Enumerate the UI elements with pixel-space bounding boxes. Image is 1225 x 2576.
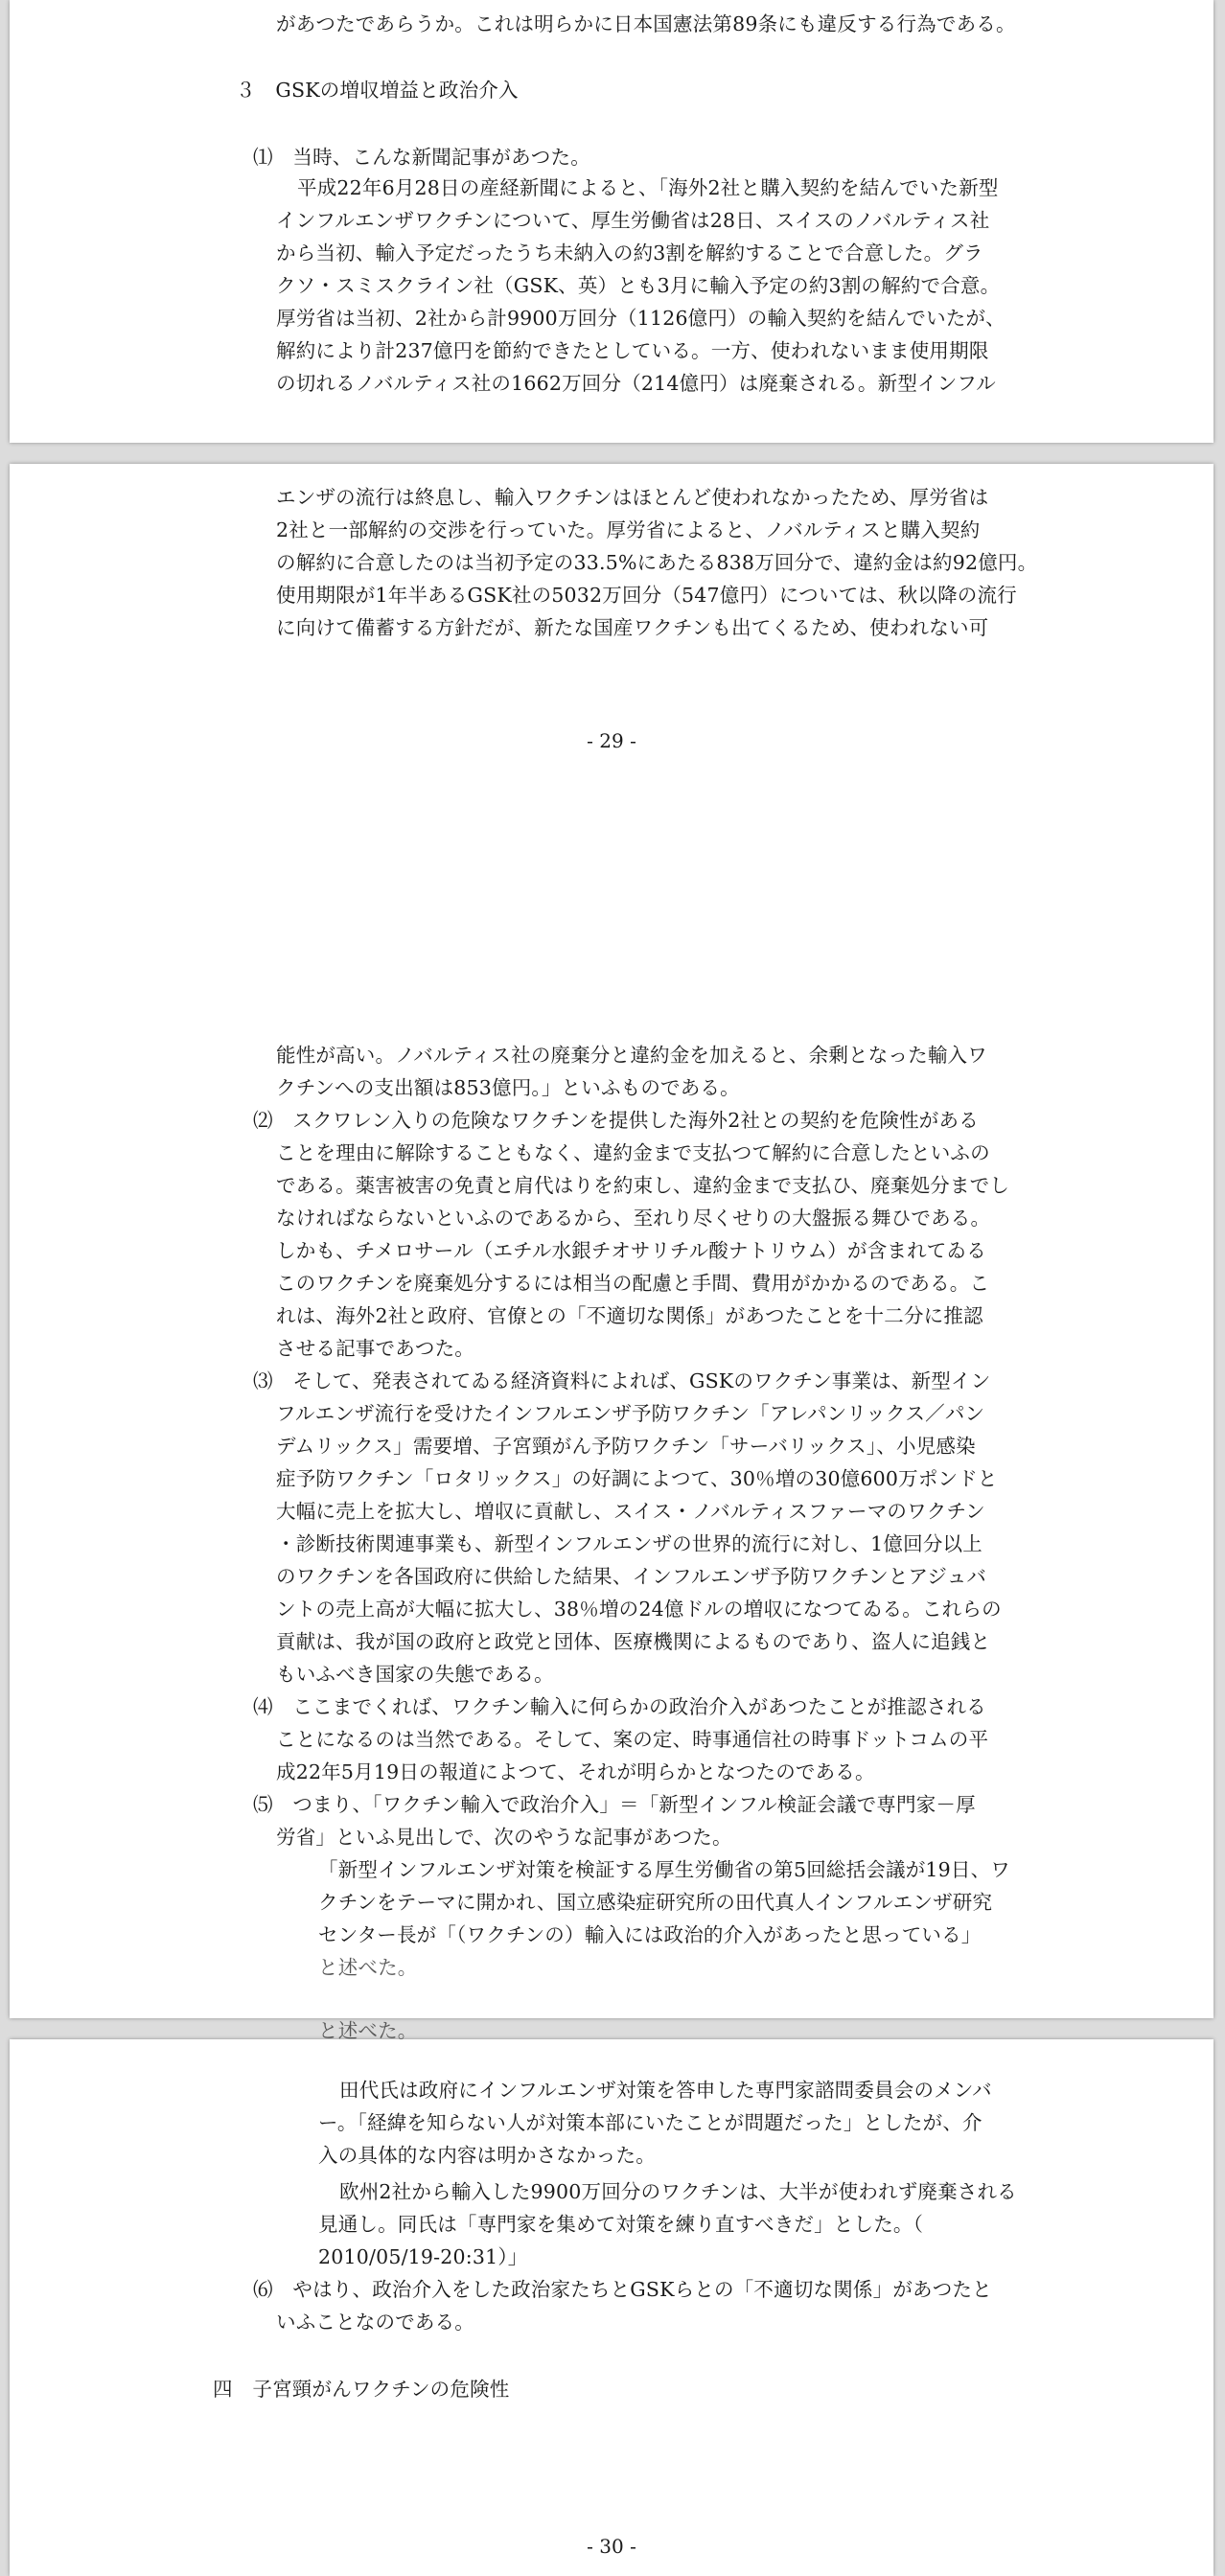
quote-line: クチンをテーマに開かれ、国立感染症研究所の田代真人インフルエンザ研究: [318, 1891, 993, 1914]
text-line: いふことなのである。: [276, 2311, 474, 2334]
text-line: の切れるノバルティス社の1662万回分（214億円）は廃棄される。新型インフル: [276, 372, 996, 395]
quote-line: ー。「経緯を知らない人が対策本部にいたことが問題だった」としたが、介: [318, 2111, 982, 2134]
text-line: 平成22年6月28日の産経新聞によると、「海外2社と購入契約を結んでいた新型: [297, 176, 999, 199]
text-line: があつたであらうか。これは明らかに日本国憲法第89条にも違反する行為である。: [276, 12, 1016, 35]
text-line: インフルエンザワクチンについて、厚生労働省は28日、スイスのノバルティス社: [276, 209, 990, 232]
text-line: ことを理由に解除することもなく、違約金まで支払つて解約に合意したといふの: [276, 1141, 990, 1164]
text-line: しかも、チメロサール（エチル水銀チオサリチル酸ナトリウム）が含まれてゐる: [276, 1239, 986, 1262]
text-line: このワクチンを廃棄処分するには相当の配慮と手間、費用がかかるのである。こ: [276, 1272, 990, 1295]
text-line: ことになるのは当然である。そして、案の定、時事通信社の時事ドットコムの平: [276, 1728, 989, 1751]
page-number: - 29 -: [587, 729, 636, 752]
text-line: ⑷ ここまでくれば、ワクチン輸入に何らかの政治介入があつたことが推認される: [253, 1695, 986, 1718]
text-line: 使用期限が1年半あるGSK社の5032万回分（547億円）については、秋以降の流行: [276, 584, 1017, 607]
document-page-2: [10, 464, 1213, 2018]
text-line: ・診断技術関連事業も、新型インフルエンザの世界的流行に対し、1億回分以上: [276, 1532, 982, 1555]
text-line: ⑹ やはり、政治介入をした政治家たちとGSKらとの「不適切な関係」があつたと: [253, 2278, 992, 2301]
document-page-1: [10, 0, 1213, 443]
section-heading: 四 子宮頸がんワクチンの危険性: [213, 2378, 510, 2401]
quote-line: 見通し。同氏は「専門家を集めて対策を練り直すべきだ」とした。（: [318, 2213, 924, 2236]
text-line: クチンへの支出額は853億円。」といふものである。: [276, 1076, 740, 1099]
quote-line: 欧州2社から輸入した9900万回分のワクチンは、大半が使われず廃棄される: [339, 2180, 1017, 2203]
quote-line: 田代氏は政府にインフルエンザ対策を答申した専門家諮問委員会のメンバ: [339, 2079, 992, 2102]
text-line: ⑸ つまり、「ワクチン輸入で政治介入」＝「新型インフル検証会議で専門家－厚: [253, 1793, 976, 1816]
quote-line: 2010/05/19-20:31）」: [318, 2245, 528, 2268]
text-line: 解約により計237億円を節約できたとしている。一方、使われないまま使用期限: [276, 339, 989, 362]
page-number: - 30 -: [587, 2535, 636, 2558]
text-line: のワクチンを各国政府に供給した結果、インフルエンザ予防ワクチンとアジュバ: [276, 1565, 987, 1588]
quote-line: 「新型インフルエンザ対策を検証する厚生労働省の第5回総括会議が19日、ワ: [318, 1858, 1011, 1881]
document-page-3: [10, 2019, 1213, 2576]
text-line: 労省」といふ見出しで、次のやうな記事があつた。: [276, 1826, 732, 1849]
text-line: 症予防ワクチン「ロタリックス」の好調によつて、30％増の30億600万ポンドと: [276, 1467, 998, 1490]
text-line: デムリックス」需要増、子宮頸がん予防ワクチン「サーバリックス」、小児感染: [276, 1435, 976, 1458]
text-line: である。薬害被害の免責と肩代はりを約束し、違約金まで支払ひ、廃棄処分までし: [276, 1174, 1010, 1197]
text-line: ントの売上高が大幅に拡大し、38％増の24億ドルの増収になつてゐる。これらの: [276, 1598, 1002, 1621]
text-line: ⑵ スクワレン入りの危険なワクチンを提供した海外2社との契約を危険性がある: [253, 1109, 979, 1132]
text-line: 大幅に売上を拡大し、増収に貢献し、スイス・ノバルティスファーマのワクチン: [276, 1500, 985, 1523]
quote-line: と述べた。: [318, 1956, 418, 1979]
text-line: エンザの流行は終息し、輸入ワクチンはほとんど使われなかったため、厚労省は: [276, 486, 989, 509]
text-line: させる記事であつた。: [276, 1337, 474, 1360]
quote-line: センター長が「（ワクチンの）輸入には政治的介入があったと思っている」: [318, 1923, 982, 1946]
text-line: フルエンザ流行を受けたインフルエンザ予防ワクチン「アレパンリックス／パン: [276, 1402, 985, 1425]
text-line: から当初、輸入予定だったうち未納入の約3割を解約することで合意した。グラ: [276, 242, 983, 264]
section-heading: ３ GSKの増収増益と政治介入: [236, 79, 519, 102]
text-line: 能性が高い。ノバルティス社の廃棄分と違約金を加えると、余剰となった輸入ワ: [276, 1044, 987, 1067]
text-line: ⑴ 当時、こんな新聞記事があつた。: [253, 146, 590, 169]
text-line: に向けて備蓄する方針だが、新たな国産ワクチンも出てくるため、使われない可: [276, 616, 989, 639]
text-line: 成22年5月19日の報道によつて、それが明らかとなつたのである。: [276, 1760, 875, 1783]
text-line: ⑶ そして、発表されてゐる経済資料によれば、GSKのワクチン事業は、新型イン: [253, 1369, 991, 1392]
text-line: れは、海外2社と政府、官僚との「不適切な関係」があつたことを十二分に推認: [276, 1304, 983, 1327]
text-line: 貢献は、我が国の政府と政党と団体、医療機関によるものであり、盗人に追銭と: [276, 1630, 991, 1653]
text-line: もいふべき国家の失態である。: [276, 1663, 554, 1686]
text-line: 2社と一部解約の交渉を行っていた。厚労省によると、ノバルティスと購入契約: [276, 518, 981, 541]
text-line: なければならないといふのであるから、至れり尽くせりの大盤振る舞ひである。: [276, 1207, 991, 1230]
text-line-fragment: と述べた。: [318, 2019, 418, 2042]
text-line: の解約に合意したのは当初予定の33.5%にあたる838万回分で、違約金は約92億円。: [276, 551, 1038, 574]
text-line: 厚労省は当初、2社から計9900万回分（1126億円）の輸入契約を結んでいたが、: [276, 307, 1005, 330]
text-line: クソ・スミスクライン社（GSK、英）とも3月に輸入予定の約3割の解約で合意。: [276, 274, 1001, 297]
quote-line: 入の具体的な内容は明かさなかった。: [318, 2144, 656, 2167]
